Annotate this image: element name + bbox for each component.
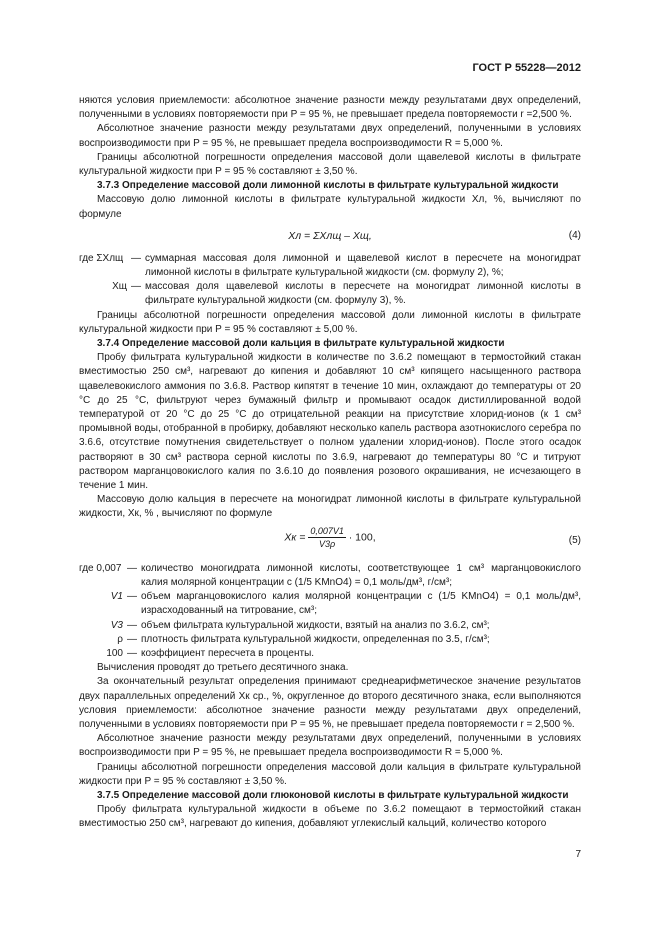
paragraph: Массовую долю кальция в пересчете на моногидрат лимонной кислоты в фильтрате культуральной жидкости, Xк, % , вычисляют по формуле — [79, 494, 581, 520]
document-code: ГОСТ Р 55228—2012 — [472, 62, 581, 74]
formula-5-numerator: 0,007V1 — [310, 525, 344, 536]
section-heading-3-7-3: 3.7.3 Определение массовой доли лимонной кислоты в фильтрате культуральной жидкости — [97, 180, 559, 192]
legend-description: плотность фильтрата культуральной жидкости, определенная по 3.5, г/см³; — [141, 633, 490, 645]
paragraph: За окончательный результат определения принимают среднеарифметическое значение результатов двух параллельных определений Xк ср., %, округленное до второго десятичного знака, если выполняются условия приемлемости: абсолютное значение разности между результатами двух определений, полученными в условиях повторяемости при P = 95 %, не превышает предела повторяемости r = 2,500 %. — [79, 676, 581, 730]
legend-symbol: V3 — [110, 619, 123, 631]
formula-5 — [79, 522, 581, 562]
paragraph: Пробу фильтрата культуральной жидкости в количестве по 3.6.2 помещают в термостойкий стакан вместимостью 250 см³, нагревают до кипения и добавляют 10 см³ кипящего насыщенного раствора щавелевокислого аммония по 3.6.8. Раствор кипятят в течение 10 мин, охлаждают до температуры от 20 °С до 25 °С, фильтруют через бумажный фильтр и промывают осадок дистиллированной водой температурой от 20 °С до 25 °С до отрицательной реакции на присутствие хлорид-ионов (к 1 см³ промывной воды, отобранной в пробирку, добавляют несколько капель раствора азотнокислого серебра по 3.6.6, отсутствие помутнения свидетельствует о полном удалении хлорид-ионов). После этого осадок растворяют в 30 см³ раствора серной кислоты по 3.6.9, нагревают до температуры 80 °С и титруют раствором марганцовокислого калия по 3.6.10 до появления розового окрашивания, не исчезающего в течение 1 мин. — [79, 352, 581, 492]
paragraph: Массовую долю лимонной кислоты в фильтрате культуральной жидкости Xл, %, вычисляют по формуле — [79, 194, 581, 220]
paragraph: Вычисления проводят до третьего десятичного знака. — [97, 662, 349, 674]
legend-symbol: Xщ — [112, 281, 127, 293]
page-number: 7 — [575, 849, 581, 860]
formula-5-legend: где 0,007 — количество моногидрата лимонной кислоты, соответствующее 1 см³ марганцовокислого калия молярной концентрации c (1/5 KMnO4) = 0,1 моль/дм³, г/см³; V1 — объем марганцовокислого калия молярной концентрации c (1/5 KMnO4) = 0,1 моль/дм³, израсходованный на титрование, см³; V3 — объем фильтрата культуральной жидкости, взятый на анализ по 3.6.2, см³; ρ — плотность фильтрата культуральной жидкости, определенная по 3.5, г/см³; 100 — коэффициент пересчета в проценты. — [79, 562, 581, 661]
section-heading-3-7-4: 3.7.4 Определение массовой доли кальция в фильтрате культуральной жидкости — [97, 338, 505, 350]
legend-symbol: где ΣXлщ — [79, 252, 124, 264]
legend-description: количество моногидрата лимонной кислоты, соответствующее 1 см³ марганцовокислого калия молярной концентрации c (1/5 KMnO4) = 0,1 моль/дм³, г/см³; — [141, 562, 581, 588]
legend-symbol: где 0,007 — [79, 562, 122, 574]
paragraph: Границы абсолютной погрешности определения массовой доли щавелевой кислоты в фильтрате культуральной жидкости при P = 95 % составляют ± 3,50 %. — [79, 151, 581, 178]
formula-5-rhs: · 100, — [348, 530, 376, 543]
paragraph: Абсолютное значение разности между результатами двух определений, полученными в условиях воспроизводимости при P = 95 %, не превышает предела воспроизводимости R = 5,000 %. — [79, 733, 581, 759]
legend-symbol: ρ — [117, 633, 123, 645]
legend-description: объем марганцовокислого калия молярной концентрации c (1/5 KMnO4) = 0,1 моль/дм³, израсходованный на титрование, см³; — [141, 591, 581, 617]
formula-4-legend: где ΣXлщ — суммарная массовая доля лимонной и щавелевой кислот в пересчете на моногидрат лимонной кислоты в фильтрате культуральной жидкости (см. формулу 2), %; Xщ — массовая доля щавелевой кислоты в пересчете на моногидрат лимонной кислоты в фильтрате культуральной жидкости (см. формулу 3), %. — [79, 252, 581, 309]
formula-5-denominator: V3ρ — [318, 538, 336, 549]
legend-description: суммарная массовая доля лимонной и щавелевой кислот в пересчете на моногидрат лимонной кислоты в фильтрате культуральной жидкости (см. формулу 2), %; — [145, 252, 581, 279]
formula-4-number: (4) — [568, 229, 581, 241]
formula-4 — [79, 222, 581, 252]
formula-5-number: (5) — [568, 534, 581, 546]
paragraph: Границы абсолютной погрешности определения массовой доли лимонной кислоты в фильтрате культуральной жидкости при P = 95 % составляют ± 5,00 %. — [79, 309, 581, 335]
legend-description: массовая доля щавелевой кислоты в пересчете на моногидрат лимонной кислоты в фильтрате культуральной жидкости (см. формулу 3), %. — [145, 281, 581, 307]
paragraph: Границы абсолютной погрешности определения массовой доли кальция в фильтрате культуральной жидкости при P = 95 % составляют ± 3,50 %. — [79, 761, 581, 787]
legend-symbol: 100 — [106, 647, 123, 659]
document-body — [79, 94, 581, 832]
formula-5-lhs: Xк = — [284, 530, 306, 543]
paragraph: няются условия приемлемости: абсолютное значение разности между результатами двух определений, полученными в условиях повторяемости при P = 95 %, не превышает предела повторяемости r =2,500 %. — [79, 95, 581, 121]
legend-description: коэффициент пересчета в проценты. — [141, 647, 315, 659]
section-heading-3-7-5: 3.7.5 Определение массовой доли глюконовой кислоты в фильтрате культуральной жидкости — [97, 789, 569, 801]
legend-description: объем фильтрата культуральной жидкости, взятый на анализ по 3.6.2, см³; — [141, 619, 490, 631]
paragraph: Пробу фильтрата культуральной жидкости в объеме по 3.6.2 помещают в термостойкий стакан вместимостью 250 см³, нагревают до кипения, добавляют углекислый кальций, количество которого — [79, 804, 581, 830]
paragraph: Абсолютное значение разности между результатами двух определений, полученными в условиях воспроизводимости при P = 95 %, не превышает предела воспроизводимости R = 5,000 %. — [79, 123, 581, 149]
formula-5-fraction — [308, 525, 346, 550]
formula-4-expression: Xл = ΣXлщ – Xщ, — [288, 229, 372, 242]
legend-symbol: V1 — [110, 591, 123, 603]
